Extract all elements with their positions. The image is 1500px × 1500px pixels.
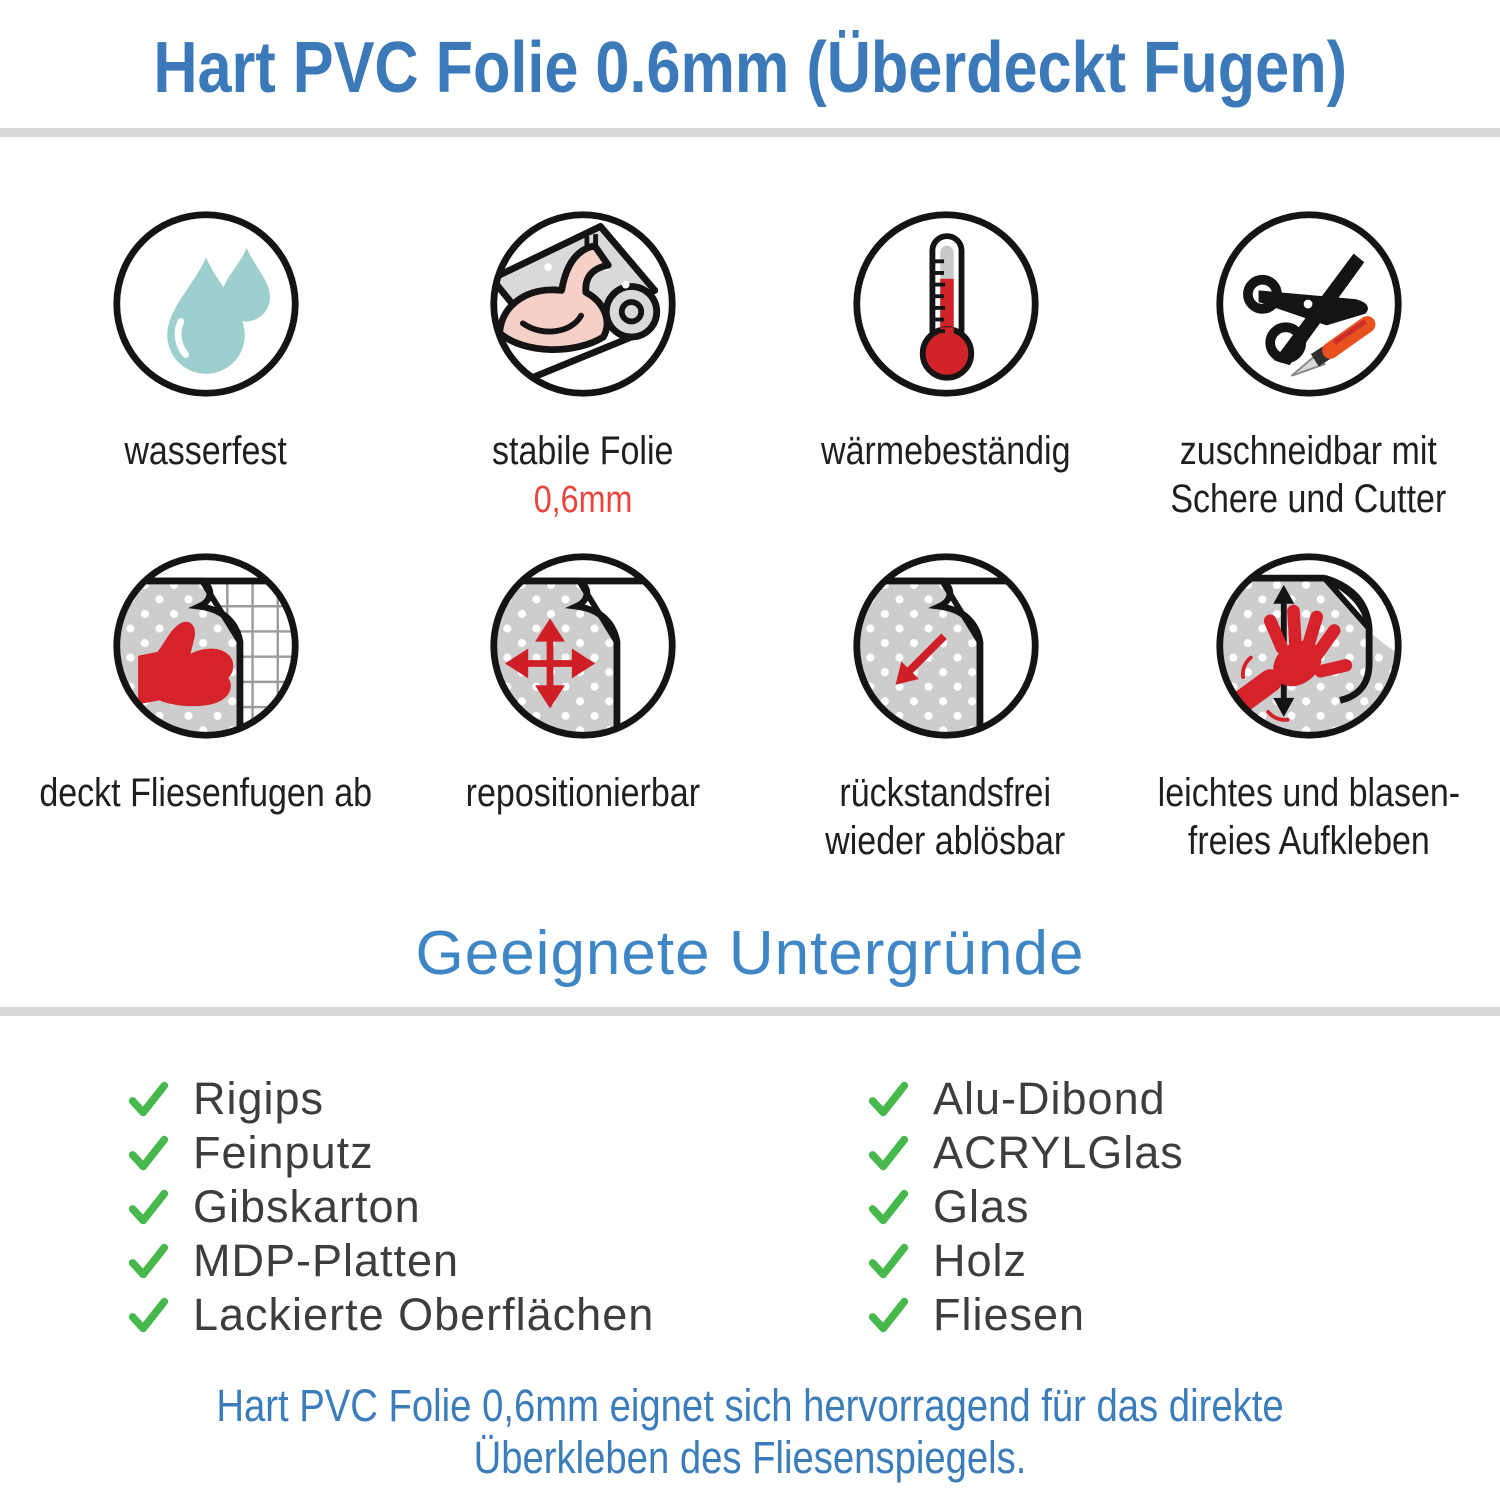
check-icon: [865, 1076, 911, 1122]
list-item: Glas: [865, 1180, 1184, 1234]
substrate-column-left: [125, 1072, 865, 1342]
peel-off-arrow-foil-icon: [849, 549, 1043, 743]
move-arrows-foil-icon: [486, 549, 680, 743]
footer-note: [0, 1380, 1500, 1484]
list-item: Rigips: [125, 1072, 865, 1126]
list-item: Fliesen: [865, 1288, 1184, 1342]
feature-heat-resistant: [764, 207, 1127, 523]
page-title: Hart PVC Folie 0.6mm (Überdeckt Fugen): [153, 28, 1347, 108]
substrate-list: [0, 1072, 1500, 1342]
feature-label: zuschneidbar mit Schere und Cutter: [1170, 429, 1447, 521]
scissors-cutter-icon: [1212, 207, 1406, 401]
feature-label: deckt Fliesenfugen ab: [39, 771, 373, 815]
list-item: Alu-Dibond: [865, 1072, 1184, 1126]
feature-covers-tile-joints: [10, 549, 401, 865]
feature-sublabel-thickness: 0,6mm: [533, 479, 633, 521]
list-item: MDP-Platten: [125, 1234, 865, 1288]
check-icon: [865, 1184, 911, 1230]
feature-grid: [10, 137, 1490, 865]
feature-label: rückstandsfrei wieder ablösbar: [825, 771, 1066, 863]
footer-note-line: Hart PVC Folie 0,6mm eignet sich hervorragend für das direkte: [216, 1380, 1284, 1431]
thermometer-icon: [849, 207, 1043, 401]
feature-label: stabile Folie: [492, 429, 674, 473]
check-icon: [125, 1076, 171, 1122]
divider-middle: [0, 1007, 1500, 1016]
hand-smoothing-foil-icon: [1212, 549, 1406, 743]
check-icon: [125, 1238, 171, 1284]
water-drops-icon: [109, 207, 303, 401]
list-item: Lackierte Oberflächen: [125, 1288, 865, 1342]
check-icon: [125, 1184, 171, 1230]
check-icon: [125, 1130, 171, 1176]
header: [0, 30, 1500, 106]
divider-top: [0, 128, 1500, 137]
list-item: Holz: [865, 1234, 1184, 1288]
strong-arm-foil-icon: [486, 207, 680, 401]
thumb-up-tile-icon: [109, 549, 303, 743]
feature-easy-application: [1127, 549, 1490, 865]
feature-label: repositionierbar: [465, 771, 700, 815]
list-item: Gibskarton: [125, 1180, 865, 1234]
feature-stable-foil: [401, 207, 764, 523]
list-item: ACRYLGlas: [865, 1126, 1184, 1180]
footer-note-line: Überkleben des Fliesenspiegels.: [473, 1432, 1027, 1483]
check-icon: [865, 1292, 911, 1338]
feature-label: wasserfest: [124, 429, 287, 473]
check-icon: [865, 1238, 911, 1284]
substrate-column-right: [865, 1072, 1184, 1342]
section-title: Geeignete Untergründe: [415, 919, 1085, 988]
check-icon: [125, 1292, 171, 1338]
feature-cuttable: [1127, 207, 1490, 523]
feature-label: leichtes und blasen- freies Aufkleben: [1157, 771, 1460, 863]
feature-label: wärmebeständig: [820, 429, 1071, 473]
section-header: [0, 919, 1500, 988]
feature-residue-free: [764, 549, 1127, 865]
list-item: Feinputz: [125, 1126, 865, 1180]
feature-repositionable: [401, 549, 764, 865]
feature-waterproof: [10, 207, 401, 523]
check-icon: [865, 1130, 911, 1176]
